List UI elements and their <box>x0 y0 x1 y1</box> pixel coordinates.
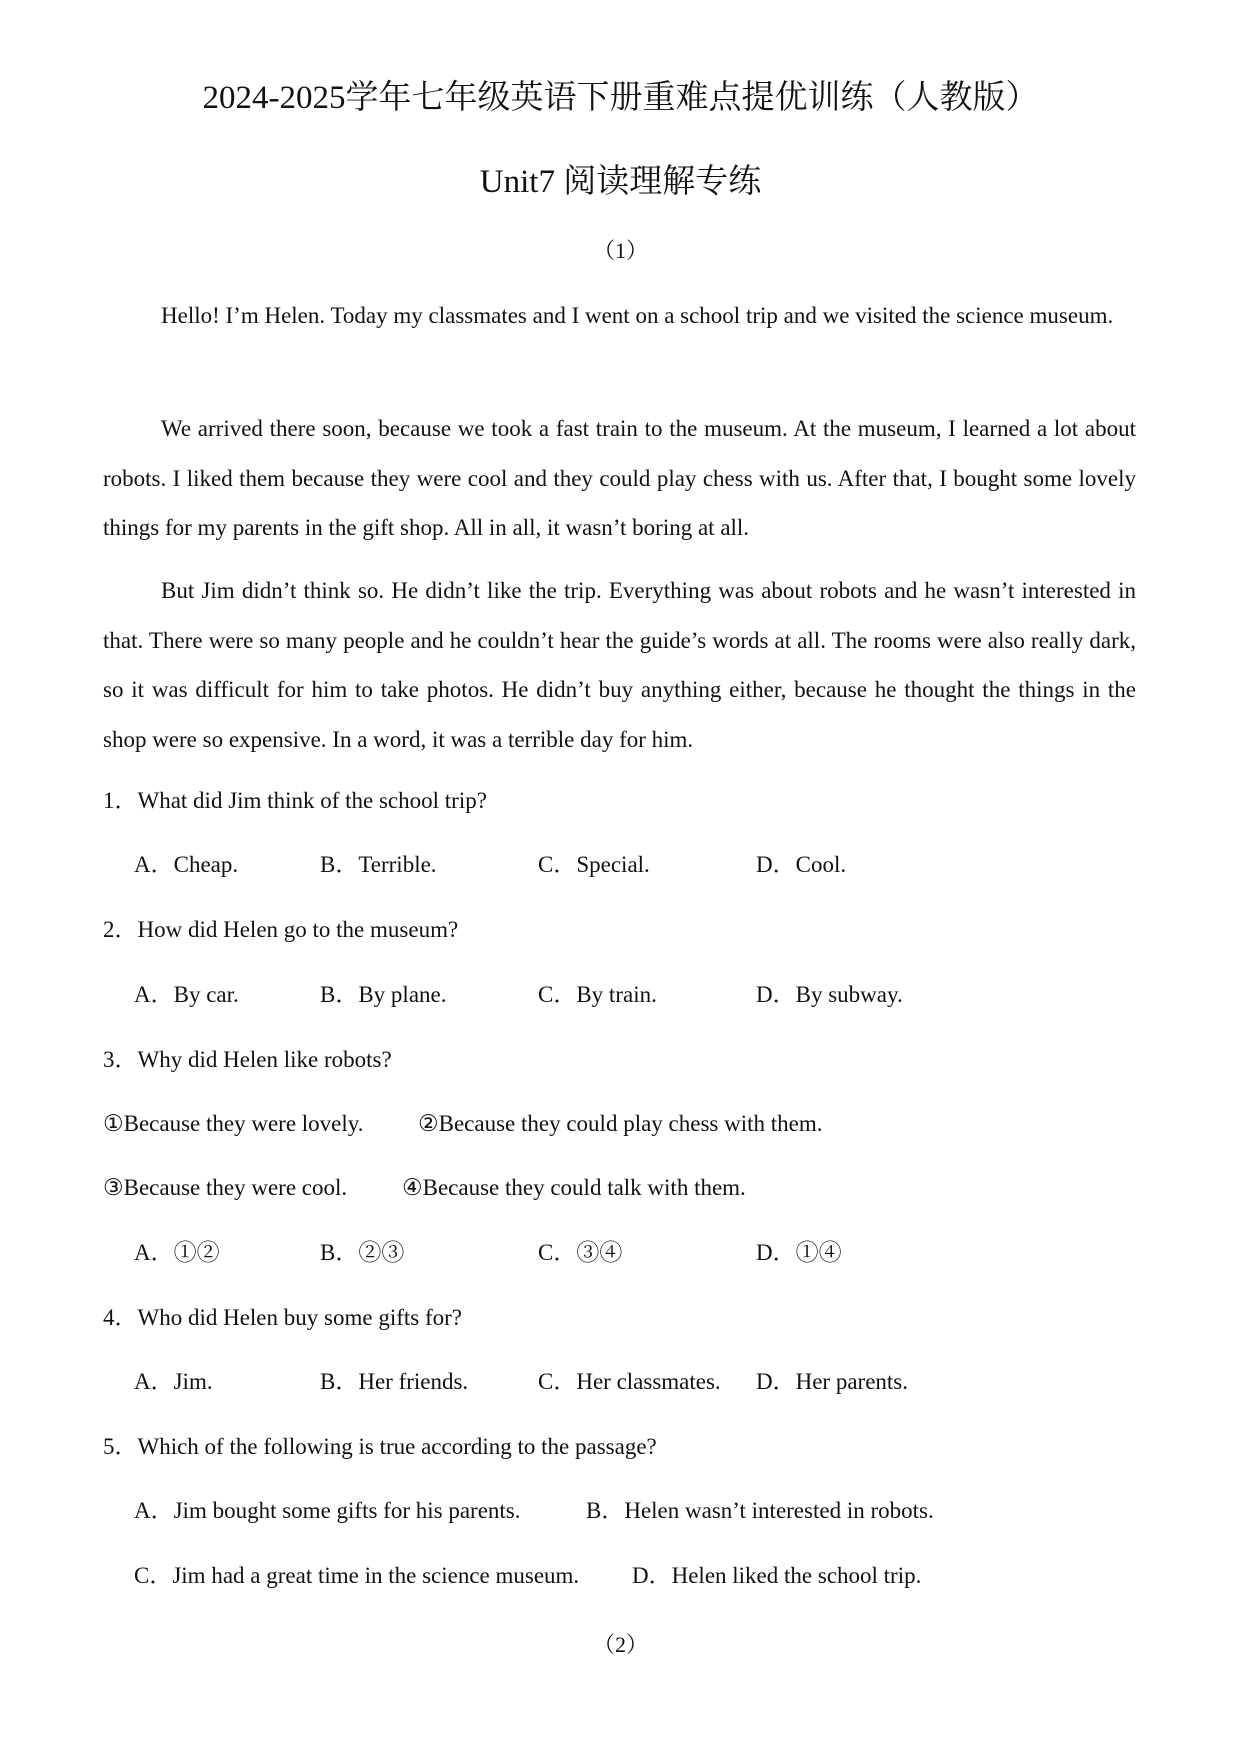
question-3-text: 3．Why did Helen like robots? <box>103 1047 392 1072</box>
question-3-statement: ③Because they were cool. <box>103 1175 348 1200</box>
page-subtitle: Unit7 阅读理解专练 <box>479 164 762 200</box>
question-2-option-c[interactable]: C．By train. <box>538 982 657 1007</box>
question-2-option-d[interactable]: D．By subway. <box>756 982 903 1007</box>
question-5-option-a[interactable]: A．Jim bought some gifts for his parents. <box>134 1498 521 1523</box>
page-title: 2024-2025学年七年级英语下册重难点提优训练（人教版） <box>202 80 1039 116</box>
question-1-option-d[interactable]: D．Cool. <box>756 852 847 877</box>
question-1-text: 1．What did Jim think of the school trip? <box>103 788 487 813</box>
passage-paragraph: We arrived there soon, because we took a fast train to the museum. At the museum, I learned a lot about robots. I liked them because they were cool and they could play chess with us. After that, I bought some lovely things for my parents in the gift shop. All in all, it wasn’t boring at all. <box>103 416 1136 540</box>
question-5-option-b[interactable]: B．Helen wasn’t interested in robots. <box>586 1498 934 1523</box>
question-4-option-a[interactable]: A．Jim. <box>134 1369 213 1394</box>
question-5-option-d[interactable]: D．Helen liked the school trip. <box>632 1563 922 1588</box>
question-4-option-d[interactable]: D．Her parents. <box>756 1369 909 1394</box>
question-3-option-b[interactable]: B．②③ <box>320 1240 405 1265</box>
question-1-option-c[interactable]: C．Special. <box>538 852 650 877</box>
question-1-option-b[interactable]: B．Terrible. <box>320 852 437 877</box>
question-4-option-c[interactable]: C．Her classmates. <box>538 1369 721 1394</box>
section-number: （2） <box>592 1632 648 1657</box>
question-2-text: 2．How did Helen go to the museum? <box>103 917 459 942</box>
question-1-option-a[interactable]: A．Cheap. <box>134 852 239 877</box>
question-3-option-c[interactable]: C．③④ <box>538 1240 623 1265</box>
question-3-option-d[interactable]: D．①④ <box>756 1240 842 1265</box>
question-3-statement: ①Because they were lovely. <box>103 1111 364 1136</box>
question-5-option-c[interactable]: C．Jim had a great time in the science museum. <box>134 1563 580 1588</box>
question-5-text: 5．Which of the following is true according to the passage? <box>103 1434 657 1459</box>
passage-paragraph: Hello! I’m Helen. Today my classmates and I went on a school trip and we visited the science museum. <box>161 303 1114 328</box>
question-3-statement: ④Because they could talk with them. <box>402 1175 746 1200</box>
question-4-text: 4．Who did Helen buy some gifts for? <box>103 1305 462 1330</box>
question-2-option-b[interactable]: B．By plane. <box>320 982 447 1007</box>
question-3-option-a[interactable]: A．①② <box>134 1240 220 1265</box>
question-3-statement: ②Because they could play chess with them. <box>418 1111 823 1136</box>
section-number: （1） <box>592 238 648 263</box>
question-4-option-b[interactable]: B．Her friends. <box>320 1369 469 1394</box>
question-2-option-a[interactable]: A．By car. <box>134 982 239 1007</box>
passage-paragraph: But Jim didn’t think so. He didn’t like the trip. Everything was about robots and he wasn’t interested in that. There were so many people and he couldn’t hear the guide’s words at all. The rooms were also really dark, so it was difficult for him to take photos. He didn’t buy anything either, because he thought the things in the shop were so expensive. In a word, it was a terrible day for him. <box>103 578 1136 752</box>
